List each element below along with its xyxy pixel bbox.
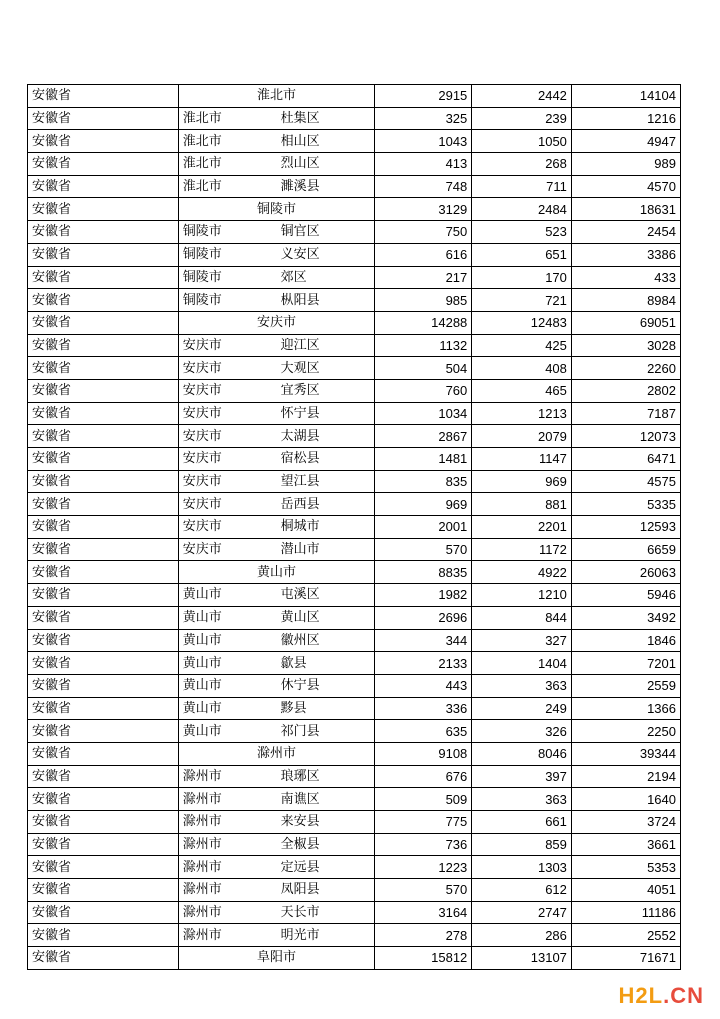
value-cell-3: 433 (571, 266, 680, 289)
value-cell-2: 612 (472, 879, 572, 902)
value-cell-1: 1132 (375, 334, 472, 357)
province-cell: 安徽省 (28, 289, 179, 312)
table-row (28, 652, 681, 675)
table-row (28, 266, 681, 289)
city-summary-row (28, 311, 681, 334)
province-cell: 安徽省 (28, 243, 179, 266)
province-cell: 安徽省 (28, 357, 179, 380)
province-cell: 安徽省 (28, 175, 179, 198)
county-cell: 潜山市 (277, 538, 375, 561)
value-cell-1: 750 (375, 221, 472, 244)
county-cell: 休宁县 (277, 674, 375, 697)
province-cell: 安徽省 (28, 811, 179, 834)
county-cell: 徽州区 (277, 629, 375, 652)
city-cell: 滁州市 (178, 856, 276, 879)
province-cell: 安徽省 (28, 856, 179, 879)
value-cell-2: 523 (472, 221, 572, 244)
city-cell: 安庆市 (178, 516, 276, 539)
province-cell: 安徽省 (28, 470, 179, 493)
city-cell: 安庆市 (178, 470, 276, 493)
city-cell: 淮北市 (178, 153, 276, 176)
city-summary-row (28, 561, 681, 584)
value-cell-1: 9108 (375, 742, 472, 765)
county-cell: 祁门县 (277, 720, 375, 743)
value-cell-3: 69051 (571, 311, 680, 334)
city-summary-row (28, 947, 681, 970)
city-summary-row (28, 198, 681, 221)
city-cell: 安庆市 (178, 538, 276, 561)
value-cell-2: 881 (472, 493, 572, 516)
table-row (28, 130, 681, 153)
value-cell-3: 3386 (571, 243, 680, 266)
value-cell-2: 2442 (472, 85, 572, 108)
value-cell-1: 217 (375, 266, 472, 289)
county-cell: 义安区 (277, 243, 375, 266)
province-cell: 安徽省 (28, 901, 179, 924)
value-cell-2: 1050 (472, 130, 572, 153)
value-cell-3: 6659 (571, 538, 680, 561)
county-cell: 歙县 (277, 652, 375, 675)
value-cell-2: 2079 (472, 425, 572, 448)
value-cell-1: 969 (375, 493, 472, 516)
province-cell: 安徽省 (28, 516, 179, 539)
value-cell-2: 326 (472, 720, 572, 743)
table-row (28, 833, 681, 856)
province-cell: 安徽省 (28, 924, 179, 947)
city-cell: 铜陵市 (178, 243, 276, 266)
city-cell: 铜陵市 (178, 221, 276, 244)
value-cell-3: 12593 (571, 516, 680, 539)
value-cell-2: 721 (472, 289, 572, 312)
city-cell: 安庆市 (178, 334, 276, 357)
city-cell: 黄山市 (178, 697, 276, 720)
table-row (28, 221, 681, 244)
city-cell: 滁州市 (178, 879, 276, 902)
city-summary-cell: 黄山市 (178, 561, 375, 584)
value-cell-2: 651 (472, 243, 572, 266)
province-cell: 安徽省 (28, 198, 179, 221)
county-cell: 定远县 (277, 856, 375, 879)
value-cell-3: 2260 (571, 357, 680, 380)
value-cell-3: 2802 (571, 379, 680, 402)
province-cell: 安徽省 (28, 652, 179, 675)
value-cell-2: 249 (472, 697, 572, 720)
county-cell: 来安县 (277, 811, 375, 834)
value-cell-2: 1147 (472, 448, 572, 471)
value-cell-2: 2201 (472, 516, 572, 539)
province-cell: 安徽省 (28, 107, 179, 130)
table-row (28, 493, 681, 516)
county-cell: 黟县 (277, 697, 375, 720)
county-cell: 明光市 (277, 924, 375, 947)
city-cell: 安庆市 (178, 448, 276, 471)
city-cell: 铜陵市 (178, 266, 276, 289)
province-cell: 安徽省 (28, 629, 179, 652)
province-cell: 安徽省 (28, 85, 179, 108)
value-cell-3: 71671 (571, 947, 680, 970)
province-cell: 安徽省 (28, 606, 179, 629)
value-cell-2: 268 (472, 153, 572, 176)
value-cell-1: 570 (375, 879, 472, 902)
province-cell: 安徽省 (28, 879, 179, 902)
value-cell-3: 11186 (571, 901, 680, 924)
province-cell: 安徽省 (28, 538, 179, 561)
table-row (28, 697, 681, 720)
value-cell-2: 859 (472, 833, 572, 856)
province-cell: 安徽省 (28, 448, 179, 471)
value-cell-1: 760 (375, 379, 472, 402)
table-row (28, 107, 681, 130)
city-cell: 黄山市 (178, 652, 276, 675)
province-cell: 安徽省 (28, 334, 179, 357)
county-cell: 枞阳县 (277, 289, 375, 312)
value-cell-1: 736 (375, 833, 472, 856)
value-cell-1: 985 (375, 289, 472, 312)
county-cell: 桐城市 (277, 516, 375, 539)
value-cell-2: 1404 (472, 652, 572, 675)
province-cell: 安徽省 (28, 788, 179, 811)
table-row (28, 448, 681, 471)
city-summary-cell: 阜阳市 (178, 947, 375, 970)
value-cell-3: 3492 (571, 606, 680, 629)
value-cell-3: 6471 (571, 448, 680, 471)
value-cell-1: 835 (375, 470, 472, 493)
table-row (28, 470, 681, 493)
value-cell-3: 4051 (571, 879, 680, 902)
value-cell-1: 15812 (375, 947, 472, 970)
value-cell-1: 413 (375, 153, 472, 176)
table-row (28, 811, 681, 834)
value-cell-1: 635 (375, 720, 472, 743)
county-cell: 烈山区 (277, 153, 375, 176)
county-cell: 宿松县 (277, 448, 375, 471)
value-cell-2: 425 (472, 334, 572, 357)
value-cell-2: 969 (472, 470, 572, 493)
value-cell-3: 4575 (571, 470, 680, 493)
value-cell-1: 1034 (375, 402, 472, 425)
county-cell: 大观区 (277, 357, 375, 380)
county-cell: 岳西县 (277, 493, 375, 516)
value-cell-3: 989 (571, 153, 680, 176)
value-cell-3: 4570 (571, 175, 680, 198)
value-cell-1: 1481 (375, 448, 472, 471)
value-cell-1: 8835 (375, 561, 472, 584)
value-cell-2: 363 (472, 788, 572, 811)
table-row (28, 674, 681, 697)
county-cell: 黄山区 (277, 606, 375, 629)
county-cell: 望江县 (277, 470, 375, 493)
value-cell-1: 3129 (375, 198, 472, 221)
province-cell: 安徽省 (28, 742, 179, 765)
value-cell-2: 2484 (472, 198, 572, 221)
value-cell-3: 18631 (571, 198, 680, 221)
value-cell-2: 408 (472, 357, 572, 380)
city-cell: 黄山市 (178, 606, 276, 629)
value-cell-1: 676 (375, 765, 472, 788)
value-cell-3: 3028 (571, 334, 680, 357)
county-cell: 天长市 (277, 901, 375, 924)
city-cell: 滁州市 (178, 901, 276, 924)
value-cell-3: 1366 (571, 697, 680, 720)
province-cell: 安徽省 (28, 153, 179, 176)
value-cell-2: 327 (472, 629, 572, 652)
value-cell-3: 3661 (571, 833, 680, 856)
value-cell-2: 711 (472, 175, 572, 198)
value-cell-2: 239 (472, 107, 572, 130)
value-cell-1: 775 (375, 811, 472, 834)
value-cell-1: 443 (375, 674, 472, 697)
county-cell: 郊区 (277, 266, 375, 289)
value-cell-3: 2552 (571, 924, 680, 947)
city-summary-row (28, 85, 681, 108)
city-cell: 安庆市 (178, 425, 276, 448)
province-cell: 安徽省 (28, 266, 179, 289)
value-cell-1: 2915 (375, 85, 472, 108)
city-summary-cell: 滁州市 (178, 742, 375, 765)
city-cell: 淮北市 (178, 107, 276, 130)
table-row (28, 153, 681, 176)
value-cell-2: 363 (472, 674, 572, 697)
value-cell-3: 2559 (571, 674, 680, 697)
watermark-part2: .CN (663, 983, 704, 1008)
value-cell-3: 5353 (571, 856, 680, 879)
table-row (28, 629, 681, 652)
county-cell: 铜官区 (277, 221, 375, 244)
value-cell-3: 8984 (571, 289, 680, 312)
value-cell-1: 14288 (375, 311, 472, 334)
value-cell-3: 1640 (571, 788, 680, 811)
county-cell: 怀宁县 (277, 402, 375, 425)
value-cell-2: 1303 (472, 856, 572, 879)
value-cell-1: 748 (375, 175, 472, 198)
county-cell: 濉溪县 (277, 175, 375, 198)
value-cell-3: 4947 (571, 130, 680, 153)
table-row (28, 243, 681, 266)
province-cell: 安徽省 (28, 584, 179, 607)
value-cell-1: 3164 (375, 901, 472, 924)
value-cell-1: 616 (375, 243, 472, 266)
city-cell: 黄山市 (178, 629, 276, 652)
value-cell-3: 12073 (571, 425, 680, 448)
table-body (28, 85, 681, 970)
value-cell-2: 397 (472, 765, 572, 788)
value-cell-3: 39344 (571, 742, 680, 765)
table-row (28, 516, 681, 539)
city-cell: 滁州市 (178, 924, 276, 947)
table-row (28, 856, 681, 879)
value-cell-2: 465 (472, 379, 572, 402)
value-cell-1: 336 (375, 697, 472, 720)
watermark-part1: H2L (618, 983, 664, 1008)
value-cell-1: 278 (375, 924, 472, 947)
province-cell: 安徽省 (28, 697, 179, 720)
value-cell-1: 2867 (375, 425, 472, 448)
table-row (28, 788, 681, 811)
city-cell: 安庆市 (178, 379, 276, 402)
value-cell-1: 1223 (375, 856, 472, 879)
city-cell: 安庆市 (178, 493, 276, 516)
county-cell: 全椒县 (277, 833, 375, 856)
city-cell: 黄山市 (178, 584, 276, 607)
province-cell: 安徽省 (28, 221, 179, 244)
county-cell: 太湖县 (277, 425, 375, 448)
data-table (27, 84, 681, 970)
value-cell-2: 1172 (472, 538, 572, 561)
province-cell: 安徽省 (28, 402, 179, 425)
county-cell: 凤阳县 (277, 879, 375, 902)
value-cell-1: 2001 (375, 516, 472, 539)
table-row (28, 175, 681, 198)
city-cell: 滁州市 (178, 765, 276, 788)
value-cell-1: 2133 (375, 652, 472, 675)
city-cell: 铜陵市 (178, 289, 276, 312)
table-row (28, 901, 681, 924)
value-cell-1: 344 (375, 629, 472, 652)
province-cell: 安徽省 (28, 379, 179, 402)
value-cell-2: 13107 (472, 947, 572, 970)
table-row (28, 289, 681, 312)
table-row (28, 357, 681, 380)
value-cell-1: 1043 (375, 130, 472, 153)
city-cell: 黄山市 (178, 720, 276, 743)
province-cell: 安徽省 (28, 674, 179, 697)
county-cell: 相山区 (277, 130, 375, 153)
city-cell: 滁州市 (178, 811, 276, 834)
county-cell: 杜集区 (277, 107, 375, 130)
province-cell: 安徽省 (28, 425, 179, 448)
province-cell: 安徽省 (28, 833, 179, 856)
county-cell: 南谯区 (277, 788, 375, 811)
value-cell-3: 26063 (571, 561, 680, 584)
city-summary-cell: 铜陵市 (178, 198, 375, 221)
value-cell-3: 3724 (571, 811, 680, 834)
value-cell-2: 170 (472, 266, 572, 289)
table-row (28, 879, 681, 902)
table-row (28, 765, 681, 788)
county-cell: 琅琊区 (277, 765, 375, 788)
table-row (28, 924, 681, 947)
value-cell-1: 325 (375, 107, 472, 130)
province-cell: 安徽省 (28, 130, 179, 153)
city-cell: 滁州市 (178, 833, 276, 856)
value-cell-2: 8046 (472, 742, 572, 765)
value-cell-2: 4922 (472, 561, 572, 584)
value-cell-2: 661 (472, 811, 572, 834)
value-cell-3: 7187 (571, 402, 680, 425)
province-cell: 安徽省 (28, 311, 179, 334)
value-cell-3: 5946 (571, 584, 680, 607)
city-cell: 淮北市 (178, 130, 276, 153)
value-cell-1: 504 (375, 357, 472, 380)
province-cell: 安徽省 (28, 947, 179, 970)
table-row (28, 720, 681, 743)
city-summary-row (28, 742, 681, 765)
city-cell: 安庆市 (178, 402, 276, 425)
value-cell-3: 2250 (571, 720, 680, 743)
table-row (28, 584, 681, 607)
table-row (28, 606, 681, 629)
province-cell: 安徽省 (28, 765, 179, 788)
city-cell: 淮北市 (178, 175, 276, 198)
county-cell: 宜秀区 (277, 379, 375, 402)
county-cell: 迎江区 (277, 334, 375, 357)
value-cell-2: 12483 (472, 311, 572, 334)
value-cell-3: 2194 (571, 765, 680, 788)
value-cell-1: 1982 (375, 584, 472, 607)
county-cell: 屯溪区 (277, 584, 375, 607)
watermark-logo (619, 983, 704, 1009)
province-cell: 安徽省 (28, 493, 179, 516)
city-cell: 安庆市 (178, 357, 276, 380)
value-cell-2: 1210 (472, 584, 572, 607)
table-row (28, 402, 681, 425)
value-cell-1: 2696 (375, 606, 472, 629)
value-cell-2: 844 (472, 606, 572, 629)
city-summary-cell: 安庆市 (178, 311, 375, 334)
value-cell-1: 570 (375, 538, 472, 561)
province-cell: 安徽省 (28, 561, 179, 584)
province-cell: 安徽省 (28, 720, 179, 743)
value-cell-3: 1846 (571, 629, 680, 652)
table-row (28, 425, 681, 448)
city-summary-cell: 淮北市 (178, 85, 375, 108)
value-cell-3: 2454 (571, 221, 680, 244)
table-row (28, 538, 681, 561)
value-cell-3: 5335 (571, 493, 680, 516)
value-cell-2: 286 (472, 924, 572, 947)
value-cell-2: 1213 (472, 402, 572, 425)
city-cell: 黄山市 (178, 674, 276, 697)
table-row (28, 379, 681, 402)
value-cell-3: 7201 (571, 652, 680, 675)
table-row (28, 334, 681, 357)
value-cell-2: 2747 (472, 901, 572, 924)
value-cell-1: 509 (375, 788, 472, 811)
value-cell-3: 1216 (571, 107, 680, 130)
city-cell: 滁州市 (178, 788, 276, 811)
value-cell-3: 14104 (571, 85, 680, 108)
